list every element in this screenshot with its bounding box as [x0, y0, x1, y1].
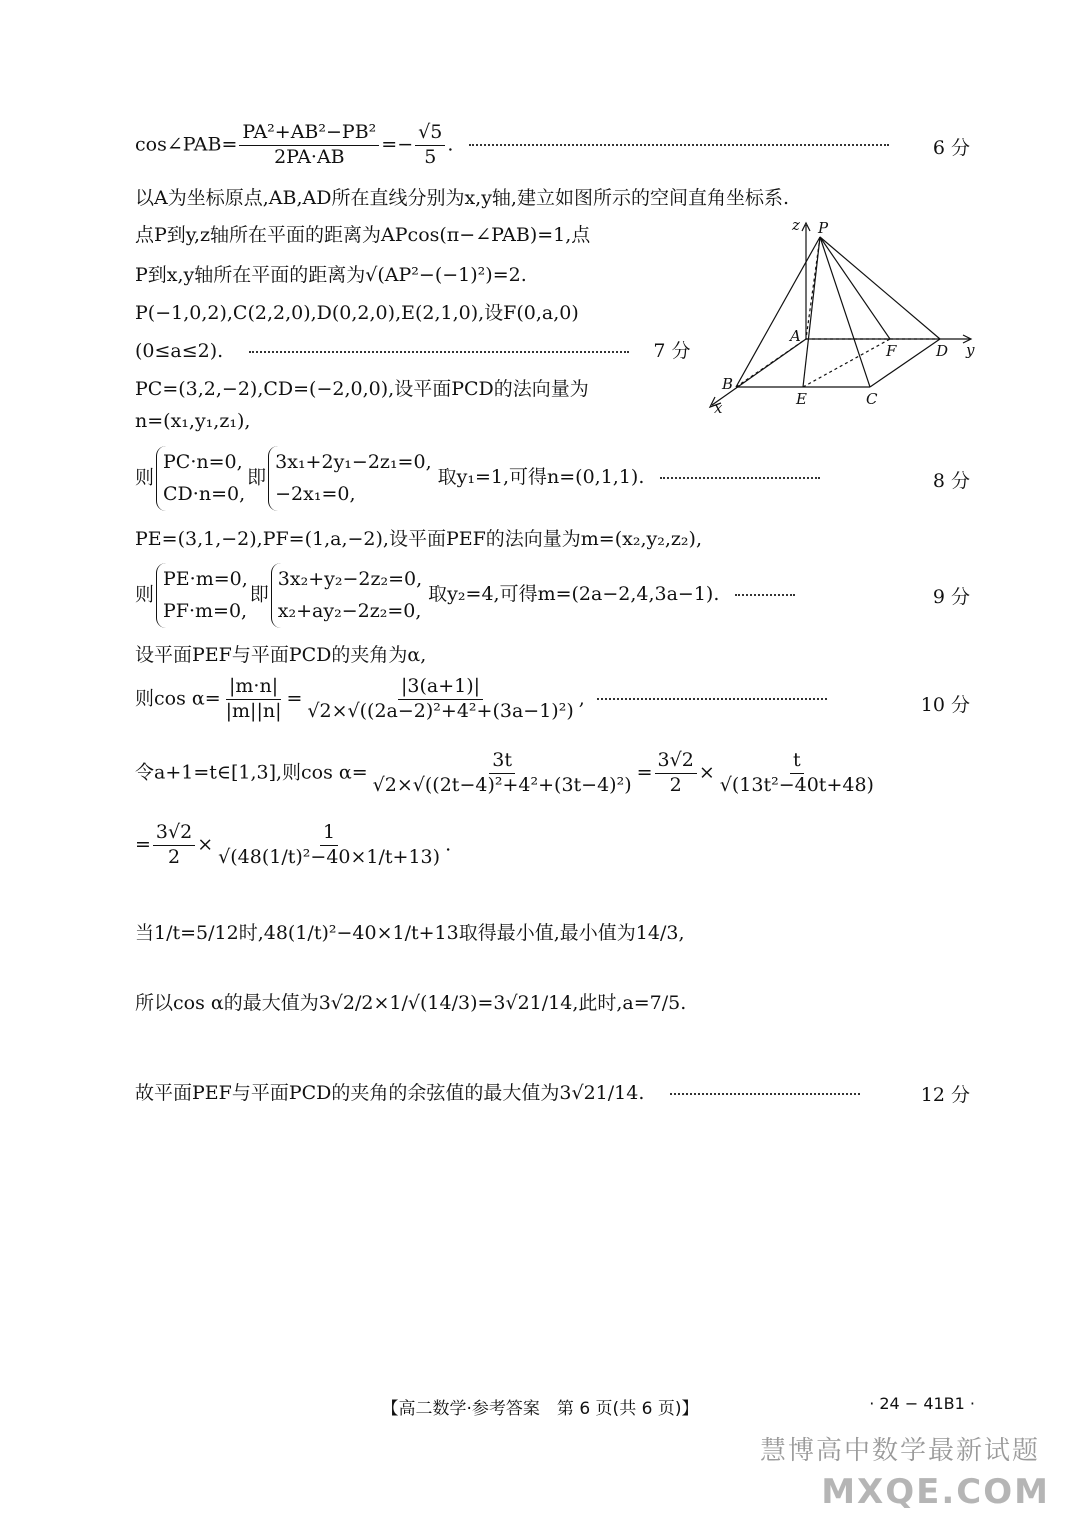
line-distance-yz: 点P到y,z轴所在平面的距离为APcos(π−∠PAB)=1,点 [135, 224, 591, 246]
label-F: F [886, 342, 897, 360]
fraction-numerator: 3√2 [153, 822, 195, 846]
fraction [153, 822, 195, 869]
cos-pab-lhs: cos∠PAB= [135, 133, 238, 156]
a-range-text: (0≤a≤2). [135, 340, 224, 362]
fraction-numerator: PA²+AB²−PB² [239, 122, 379, 146]
label-C: C [866, 390, 878, 408]
dotted-leader [660, 477, 820, 479]
fraction-denominator: 2PA·AB [274, 145, 345, 168]
system-row: CD·n=0, [163, 483, 246, 506]
line-maximum: 所以cos α的最大值为3√2/2×1/√(14/3)=3√21/14,此时,a=7/5. [135, 992, 687, 1014]
equals: = [636, 761, 653, 784]
label-D: D [936, 342, 949, 360]
fraction [717, 750, 877, 797]
label-x: x [714, 399, 723, 415]
equation-system [156, 563, 248, 628]
solution-text: 取y₁=1,可得n=(0,1,1). [437, 466, 645, 489]
fraction-denominator: 5 [424, 145, 437, 168]
line-distance-xy: P到x,y轴所在平面的距离为√(AP²−(−1)²)=2. [135, 264, 527, 286]
label-A: A [790, 327, 801, 345]
line-angle-alpha: 设平面PEF与平面PCD的夹角为α, [135, 644, 427, 666]
pyramid-figure [700, 215, 990, 415]
fraction [304, 676, 576, 723]
cos-alpha-lhs: 则cos α= [135, 687, 221, 710]
equals: =− [381, 133, 414, 156]
solution-text: 取y₂=4,可得m=(2a−2,4,3a−1). [428, 583, 720, 606]
fraction-denominator: √2×√((2t−4)²+4²+(3t−4)²) [372, 773, 632, 796]
fraction [223, 676, 285, 723]
then-text: 则 [135, 466, 155, 489]
fraction-denominator: √(13t²−40t+48) [719, 773, 874, 796]
fraction-numerator: √5 [415, 122, 445, 146]
dotted-leader [469, 144, 889, 146]
label-B: B [722, 375, 734, 393]
equation-system [156, 446, 245, 511]
line-coordinates: P(−1,0,2),C(2,2,0),D(0,2,0),E(2,1,0),设F(0,a,0) [135, 302, 579, 324]
fraction-numerator: |3(a+1)| [398, 676, 483, 700]
ie-text: 即 [249, 583, 269, 606]
system-row: x₂+ay₂−2z₂=0, [277, 600, 422, 623]
score-6: 6 分 [932, 137, 970, 159]
line-substitution-t [135, 750, 970, 797]
line-pc-cd: PC=(3,2,−2),CD=(−2,0,0),设平面PCD的法向量为 [135, 378, 589, 400]
fraction-denominator: |m||n| [225, 699, 282, 722]
system-row: PC·n=0, [163, 451, 243, 473]
fraction-numerator: 3t [489, 750, 515, 774]
score-7: 7 分 [653, 340, 691, 362]
equals: = [286, 687, 303, 710]
line-conclusion [135, 1078, 970, 1105]
fraction-numerator: 1 [320, 822, 338, 846]
score-8: 8 分 [932, 470, 970, 492]
fraction-numerator: t [790, 750, 804, 774]
fraction [215, 822, 443, 869]
line-coordinate-setup: 以A为坐标原点,AB,AD所在直线分别为x,y轴,建立如图所示的空间直角坐标系. [135, 187, 790, 209]
score-12: 12 分 [920, 1084, 970, 1106]
fraction-denominator: 2 [669, 773, 682, 796]
conclusion-text: 故平面PEF与平面PCD的夹角的余弦值的最大值为3√21/14. [135, 1082, 645, 1104]
ie-text: 即 [247, 466, 267, 489]
system-row: PF·m=0, [163, 600, 248, 623]
line-rewrite [135, 822, 970, 869]
watermark-site: MXQE.COM [821, 1472, 1050, 1512]
substitution-lhs: 令a+1=t∈[1,3],则cos α= [135, 761, 368, 784]
line-a-range [135, 336, 690, 363]
dotted-leader [597, 698, 827, 700]
equation-system [268, 446, 431, 511]
line-system-m [135, 563, 970, 628]
score-9: 9 分 [932, 586, 970, 608]
watermark-text: 慧博高中数学最新试题 [759, 1436, 1040, 1466]
line-cos-pab: cos∠PAB= $\frac{\text{PA²+AB²−PB²}}{2PA\cdot AB}$ =− $\frac{√5}{5}$ . [135, 122, 970, 169]
label-z: z [792, 216, 800, 234]
score-10: 10 分 [920, 694, 970, 716]
then-text: 则 [135, 583, 155, 606]
page-footer: 【高二数学·参考答案 第 6 页(共 6 页)】 [381, 1399, 699, 1419]
comma: , [578, 687, 585, 710]
line-system-n [135, 446, 970, 511]
line-normal-n: n=(x₁,y₁,z₁), [135, 410, 251, 432]
line-cos-alpha [135, 676, 970, 723]
fraction [415, 122, 445, 169]
dotted-leader [670, 1093, 860, 1095]
equation-system [271, 563, 422, 628]
label-y: y [966, 341, 975, 359]
system-row: 3x₂+y₂−2z₂=0, [277, 568, 423, 590]
system-row: −2x₁=0, [275, 483, 356, 506]
paper-code: · 24 − 41B1 · [869, 1394, 975, 1413]
equals: = [135, 833, 151, 856]
fraction [239, 122, 379, 169]
times: × [197, 833, 214, 856]
label-P: P [818, 219, 829, 237]
fraction-denominator: √2×√((2a−2)²+4²+(3a−1)²) [307, 699, 574, 722]
fraction-denominator: 2 [168, 845, 181, 868]
dotted-leader [249, 351, 629, 353]
fraction-numerator: |m·n| [226, 676, 281, 700]
line-minimum: 当1/t=5/12时,48(1/t)²−40×1/t+13取得最小值,最小值为14/3, [135, 922, 685, 944]
line-pe-pf: PE=(3,1,−2),PF=(1,a,−2),设平面PEF的法向量为m=(x₂,y₂,z₂), [135, 528, 702, 550]
system-row: 3x₁+2y₁−2z₁=0, [275, 451, 432, 473]
fraction-numerator: 3√2 [655, 750, 697, 774]
fraction-denominator: √(48(1/t)²−40×1/t+13) [218, 845, 441, 868]
fraction [370, 750, 635, 797]
dotted-leader [735, 594, 795, 596]
times: × [698, 761, 715, 784]
period: . [445, 833, 452, 856]
fraction [655, 750, 697, 797]
label-E: E [796, 390, 807, 408]
system-row: PE·m=0, [163, 568, 248, 590]
